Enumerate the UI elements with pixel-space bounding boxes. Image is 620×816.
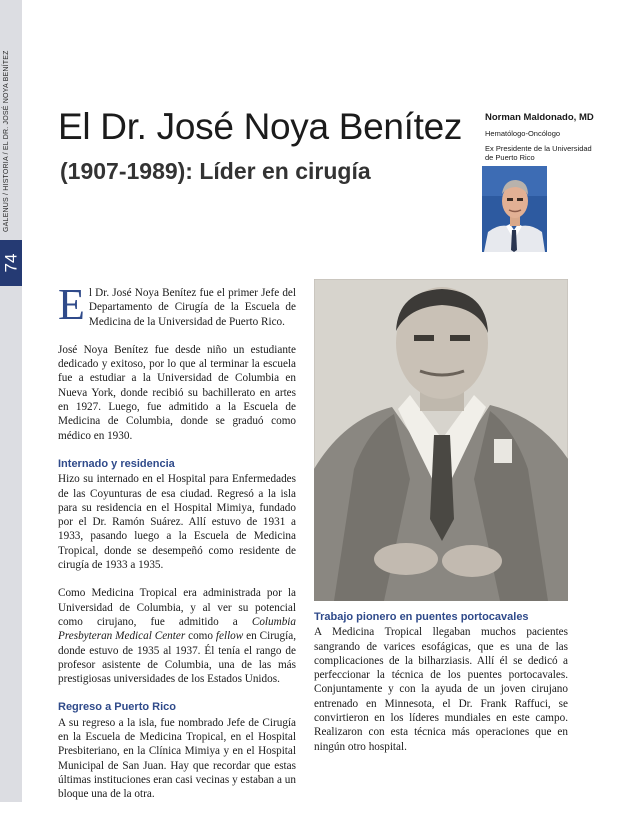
internado-paragraph: Hizo su internado en el Hospital para Enfermedades de las Coyunturas de esa ciudad. Regresó a la isla para su residencia en el Hospital Mimiya, fundado por el Dr. Ramón Suárez. Allí estuvo de 1931 a 1933, pasando luego a la Escuela de Medicina Tropical, donde se desempeñó como residente de cirugía de 1933 a 1935. [58,473,296,572]
running-head: GALENUS / HISTORIA / EL DR. JOSÉ NOYA BENÍTEZ [3,50,10,232]
author-name: Norman Maldonado, MD [485,112,594,123]
intro-text: l Dr. José Noya Benítez fue el primer Jefe del Departamento de Cirugía de la Escuela de Medicina de la Universidad de Puerto Rico. [88,287,296,328]
trabajo-paragraph: A Medicina Tropical llegaban muchos pacientes sangrando de varices esofágicas, que es una de las complicaciones de la bilharziasis. Allí él se dedicó a perfeccionar la técnica de los puentes portocavales. Conjuntamente y con la ayuda de un joven cirujano entrenado en Minnesota, el Dr. Frank Raffuci, se convirtieron en los líderes mundiales en este campo. Realizaron con esta técnica más operaciones que en ningún otro hospital. [314,626,568,753]
columbia-text-b: como [185,630,216,643]
columbia-text-c: en Cirugía, donde estuvo de 1935 al 1937. Él tenía el rango de profesor asistente de Columbia, una de las más prestigiosas universidades de los Estados Unidos. [58,630,296,686]
page-number [0,240,22,286]
author-position: Ex Presidente de la Universidad de Puerto Rico [485,144,592,162]
page-number-text: 74 [0,253,20,273]
columbia-text-a: Como Medicina Tropical era administrada por la Universidad de Columbia, y al ver su potencial como cirujano, fue admitido a [58,587,296,628]
fellow-term: fellow [215,630,244,643]
columbia-center-name: Columbia Presbyteran Medical Center [58,615,296,643]
author-role: Hematólogo-Oncólogo [485,129,561,138]
intro-paragraph [58,280,296,329]
columbia-paragraph [58,586,296,686]
trabajo-heading: Trabajo pionero en puentes portocavales [314,611,529,623]
article-subtitle: (1907-1989): Líder en cirugía [60,158,371,184]
noya-benitez-portrait [314,279,568,601]
author-portrait [482,166,547,252]
article-right-column [314,610,568,754]
article-left-column [58,280,296,816]
drop-cap: E [58,280,85,329]
article-title: El Dr. José Noya Benítez [58,106,463,147]
regreso-paragraph: A su regreso a la isla, fue nombrado Jefe de Cirugía en la Escuela de Medicina Tropical, en el Hospital Presbiteriano, en la Clínica Mimiya y en el Hospital Municipal de San Juan. Hay que recordar que estas últimas instituciones eran casi vecinas y estaban a un bloque una de la otra. [58,716,296,801]
early-life-paragraph: José Noya Benítez fue desde niño un estudiante dedicado y exitoso, por lo que al terminar la escuela fue a estudiar a la Universidad de Columbia en Nueva York, donde recibió su bachillerato en artes en 1927. Luego, fue admitido a la Escuela de Medicina de Columbia, donde se graduó como médico en 1930. [58,343,296,442]
internado-heading: Internado y residencia [58,457,175,470]
regreso-heading: Regreso a Puerto Rico [58,701,176,714]
